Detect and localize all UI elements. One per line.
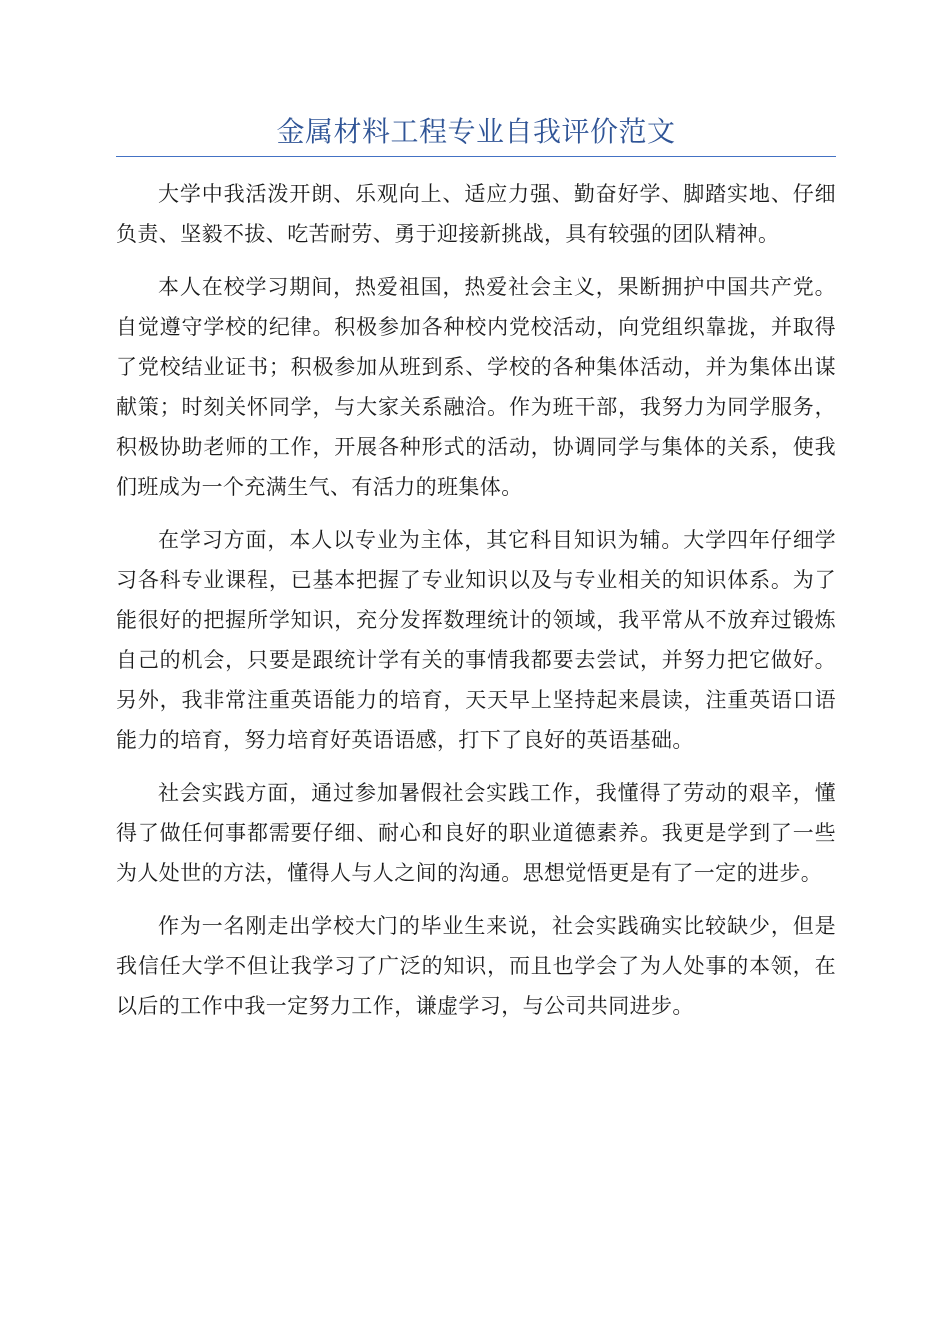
title-block bbox=[116, 112, 836, 157]
paragraph-school-conduct: 本人在校学习期间，热爱祖国，热爱社会主义，果断拥护中国共产党。自觉遵守学校的纪律。积极参加各种校内党校活动，向党组织靠拢，并取得了党校结业证书；积极参加从班到系、学校的各种集体活动，并为集体出谋献策；时刻关怀同学，与大家关系融洽。作为班干部，我努力为同学服务，积极协助老师的工作，开展各种形式的活动，协调同学与集体的关系，使我们班成为一个充满生气、有活力的班集体。 bbox=[116, 275, 836, 499]
paragraph-conclusion: 作为一名刚走出学校大门的毕业生来说，社会实践确实比较缺少，但是我信任大学不但让我学习了广泛的知识，而且也学会了为人处事的本领，在以后的工作中我一定努力工作，谦虚学习，与公司共同进步。 bbox=[116, 914, 836, 1018]
paragraph-social-practice: 社会实践方面，通过参加暑假社会实践工作，我懂得了劳动的艰辛，懂得了做任何事都需要仔细、耐心和良好的职业道德素养。我更是学到了一些为人处世的方法，懂得人与人之间的沟通。思想觉悟更是有了一定的进步。 bbox=[116, 781, 836, 885]
paragraph-personality: 大学中我活泼开朗、乐观向上、适应力强、勤奋好学、脚踏实地、仔细负责、坚毅不拔、吃苦耐劳、勇于迎接新挑战，具有较强的团队精神。 bbox=[116, 182, 836, 246]
document-body bbox=[116, 174, 836, 1039]
paragraph-study: 在学习方面，本人以专业为主体，其它科目知识为辅。大学四年仔细学习各科专业课程，已基本把握了专业知识以及与专业相关的知识体系。为了能很好的把握所学知识，充分发挥数理统计的领域，我平常从不放弃过锻炼自己的机会，只要是跟统计学有关的事情我都要去尝试，并努力把它做好。另外，我非常注重英语能力的培育，天天早上坚持起来晨读，注重英语口语能力的培育，努力培育好英语语感，打下了良好的英语基础。 bbox=[116, 528, 836, 752]
document-title: 金属材料工程专业自我评价范文 bbox=[276, 115, 676, 148]
